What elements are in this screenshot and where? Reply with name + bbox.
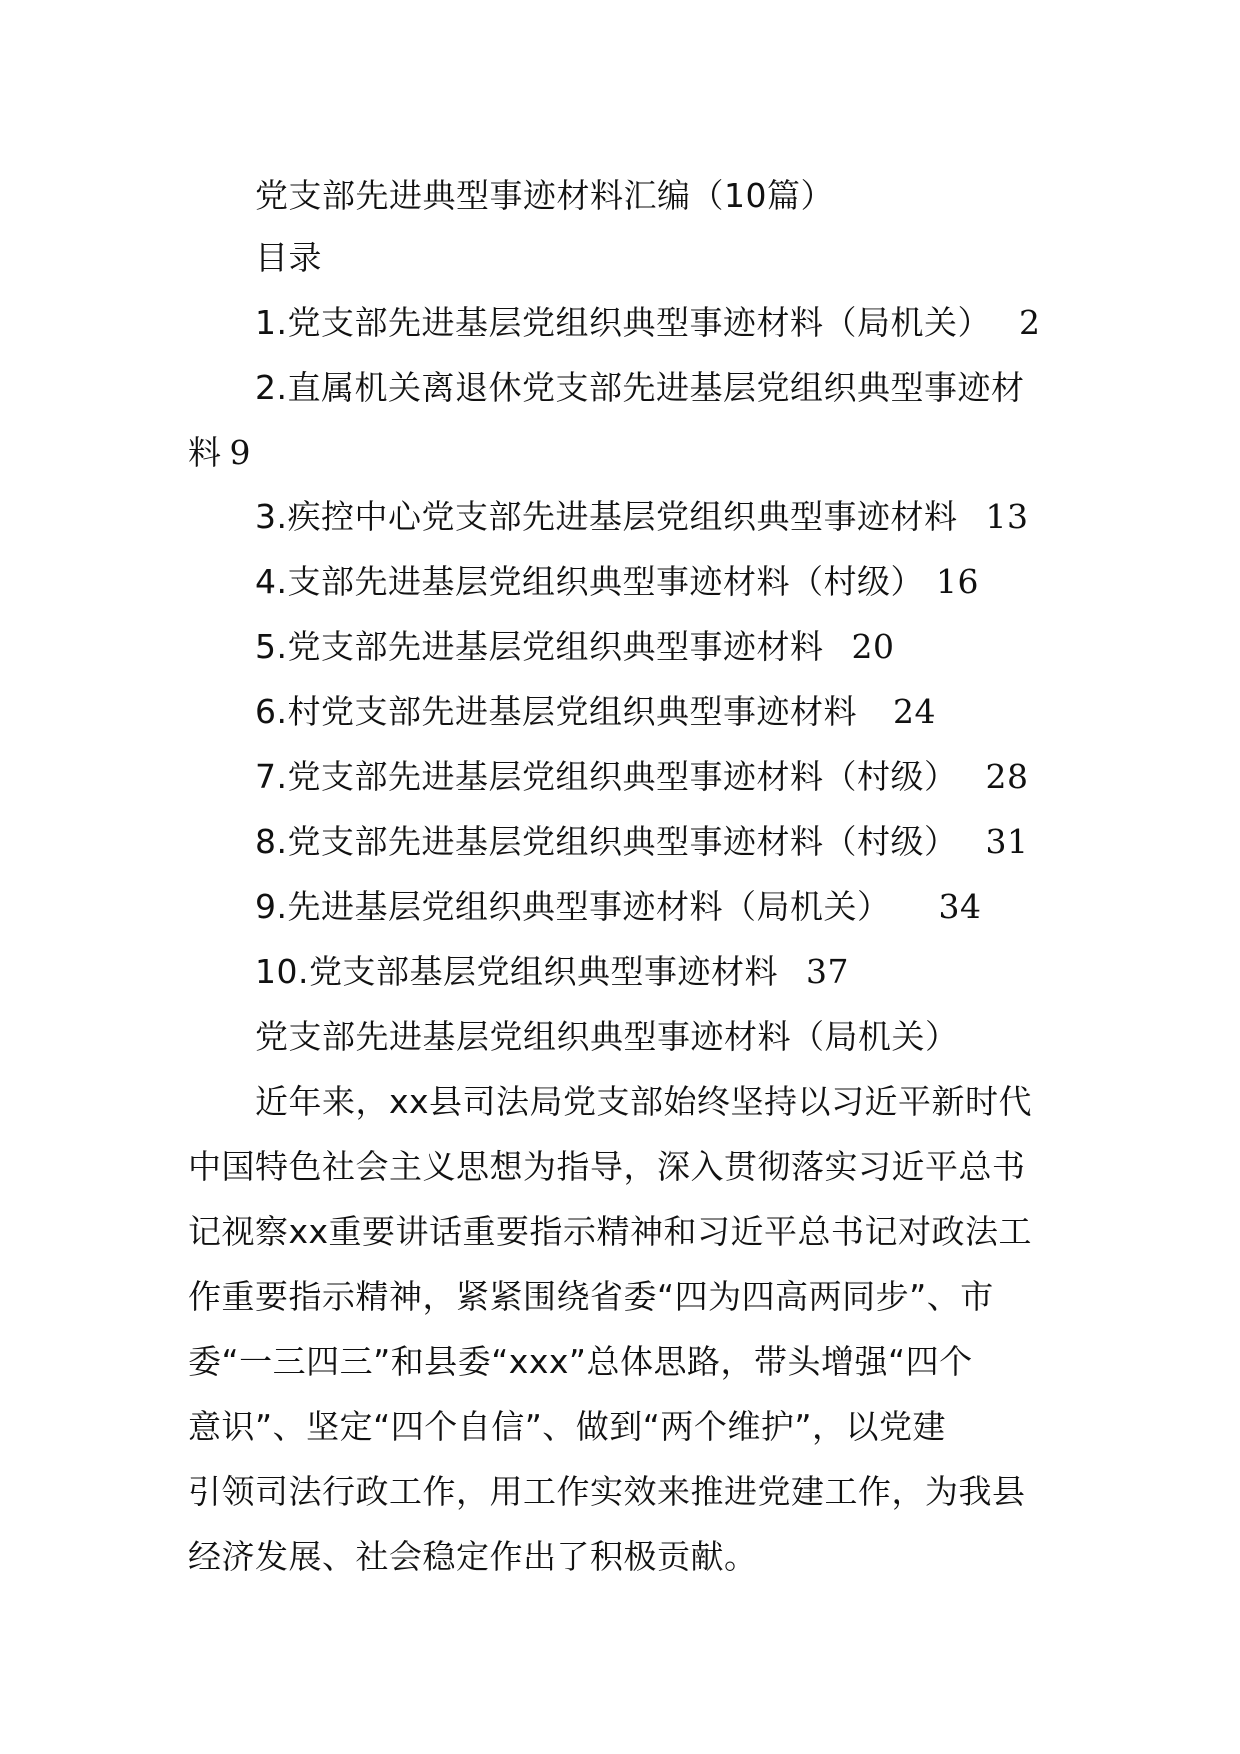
- toc-entry-label: 4.支部先进基层党组织典型事迹材料（村级）: [255, 562, 924, 601]
- toc-entry-page: 20: [851, 627, 895, 666]
- toc-entry-page: 37: [805, 952, 849, 991]
- body-line: 作重要指示精神，紧紧围绕省委“四为四高两同步”、市: [188, 1277, 994, 1316]
- body-line: 引领司法行政工作，用工作实效来推进党建工作，为我县: [188, 1472, 1026, 1511]
- toc-entry-page: 9: [229, 433, 251, 472]
- toc-entry-label: 1.党支部先进基层党组织典型事迹材料（局机关）: [255, 303, 991, 342]
- toc-entry-label: 9.先进基层党组织典型事迹材料（局机关）: [255, 887, 891, 926]
- body-line: 记视察xx重要讲话重要指示精神和习近平总书记对政法工: [188, 1212, 1033, 1251]
- toc-entry-label: 3.疾控中心党支部先进基层党组织典型事迹材料: [255, 497, 958, 536]
- toc-entry[interactable]: [255, 497, 1029, 537]
- body-line: 近年来，xx县司法局党支部始终坚持以习近平新时代: [255, 1082, 1033, 1121]
- toc-entry-label-continuation: 料: [188, 433, 222, 472]
- body-line: 委“一三四三”和县委“xxx”总体思路，带头增强“四个: [188, 1342, 973, 1381]
- toc-entry-label: 7.党支部先进基层党组织典型事迹材料（村级）: [255, 757, 958, 796]
- toc-entry-page: 34: [938, 887, 982, 926]
- toc-entry-page: 13: [985, 497, 1029, 536]
- toc-heading: 目录: [255, 238, 322, 277]
- toc-entry-label: 2.直属机关离退休党支部先进基层党组织典型事迹材: [255, 368, 1025, 407]
- document-title: 党支部先进典型事迹材料汇编（10篇）: [255, 176, 834, 215]
- toc-entry[interactable]: [255, 757, 1029, 797]
- toc-entry-continuation[interactable]: [188, 433, 251, 473]
- toc-entry[interactable]: [255, 952, 849, 992]
- section-heading: 党支部先进基层党组织典型事迹材料（局机关）: [255, 1017, 959, 1056]
- toc-entry[interactable]: [255, 692, 936, 732]
- toc-entry[interactable]: [255, 822, 1029, 862]
- body-line: 经济发展、社会稳定作出了积极贡献。: [188, 1537, 758, 1576]
- toc-entry-page: 24: [893, 692, 936, 731]
- toc-entry[interactable]: [255, 562, 979, 602]
- body-line: 中国特色社会主义思想为指导，深入贯彻落实习近平总书: [188, 1147, 1026, 1186]
- toc-entry-label: 8.党支部先进基层党组织典型事迹材料（村级）: [255, 822, 958, 861]
- toc-entry-page: 31: [985, 822, 1029, 861]
- toc-entry-label: 5.党支部先进基层党组织典型事迹材料: [255, 627, 824, 666]
- toc-entry-label: 6.村党支部先进基层党组织典型事迹材料: [255, 692, 857, 731]
- toc-entry[interactable]: [255, 887, 982, 927]
- toc-entry[interactable]: [255, 627, 895, 667]
- toc-entry[interactable]: [255, 303, 1041, 343]
- toc-entry-page: 16: [936, 562, 979, 601]
- toc-entry-page: 2: [1019, 303, 1041, 342]
- toc-entry-page: 28: [985, 757, 1029, 796]
- body-line: 意识”、坚定“四个自信”、做到“两个维护”，以党建: [188, 1407, 946, 1446]
- toc-entry[interactable]: [255, 368, 1025, 408]
- toc-entry-label: 10.党支部基层党组织典型事迹材料: [255, 952, 778, 991]
